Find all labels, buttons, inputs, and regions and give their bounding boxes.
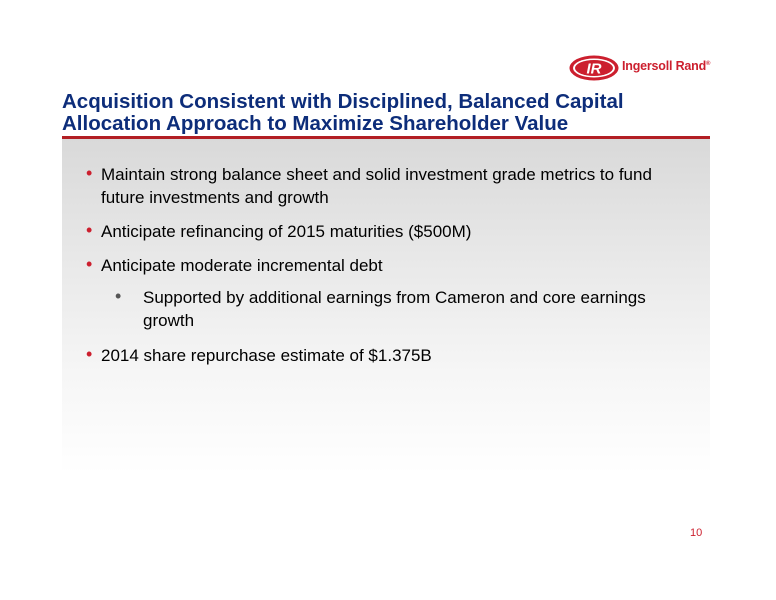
bullet-list	[86, 163, 686, 378]
logo-mark-text: IR	[586, 60, 602, 78]
logo-wordmark: Ingersoll Rand®	[622, 59, 711, 73]
bullet-text: 2014 share repurchase estimate of $1.375B	[101, 346, 432, 365]
bullet-item	[86, 220, 686, 243]
bullet-dot-icon: •	[86, 344, 93, 364]
bullet-item	[86, 344, 686, 367]
sub-bullet-item	[86, 286, 686, 332]
bullet-dot-icon: •	[86, 163, 93, 183]
bullet-text: Anticipate refinancing of 2015 maturities ($500M)	[101, 222, 472, 241]
registered-mark: ®	[706, 60, 711, 67]
sub-bullet-dot-icon: •	[115, 286, 122, 306]
bullet-text: Anticipate moderate incremental debt	[101, 256, 383, 275]
bullet-dot-icon: •	[86, 254, 93, 274]
bullet-dot-icon: •	[86, 220, 93, 240]
bullet-item	[86, 254, 686, 277]
slide-title	[62, 91, 722, 135]
bullet-item	[86, 163, 686, 209]
ingersoll-rand-logo	[568, 52, 713, 84]
page-number: 10	[690, 527, 703, 539]
slide-title-line-1: Acquisition Consistent with Disciplined, Balanced Capital	[62, 90, 624, 113]
ir-logo-mark-icon	[568, 54, 620, 82]
sub-bullet-text: Supported by additional earnings from Cameron and core earnings growth	[143, 288, 646, 330]
bullet-text: Maintain strong balance sheet and solid investment grade metrics to fund future investments and growth	[101, 165, 652, 207]
slide-title-line-2: Allocation Approach to Maximize Shareholder Value	[62, 112, 569, 135]
